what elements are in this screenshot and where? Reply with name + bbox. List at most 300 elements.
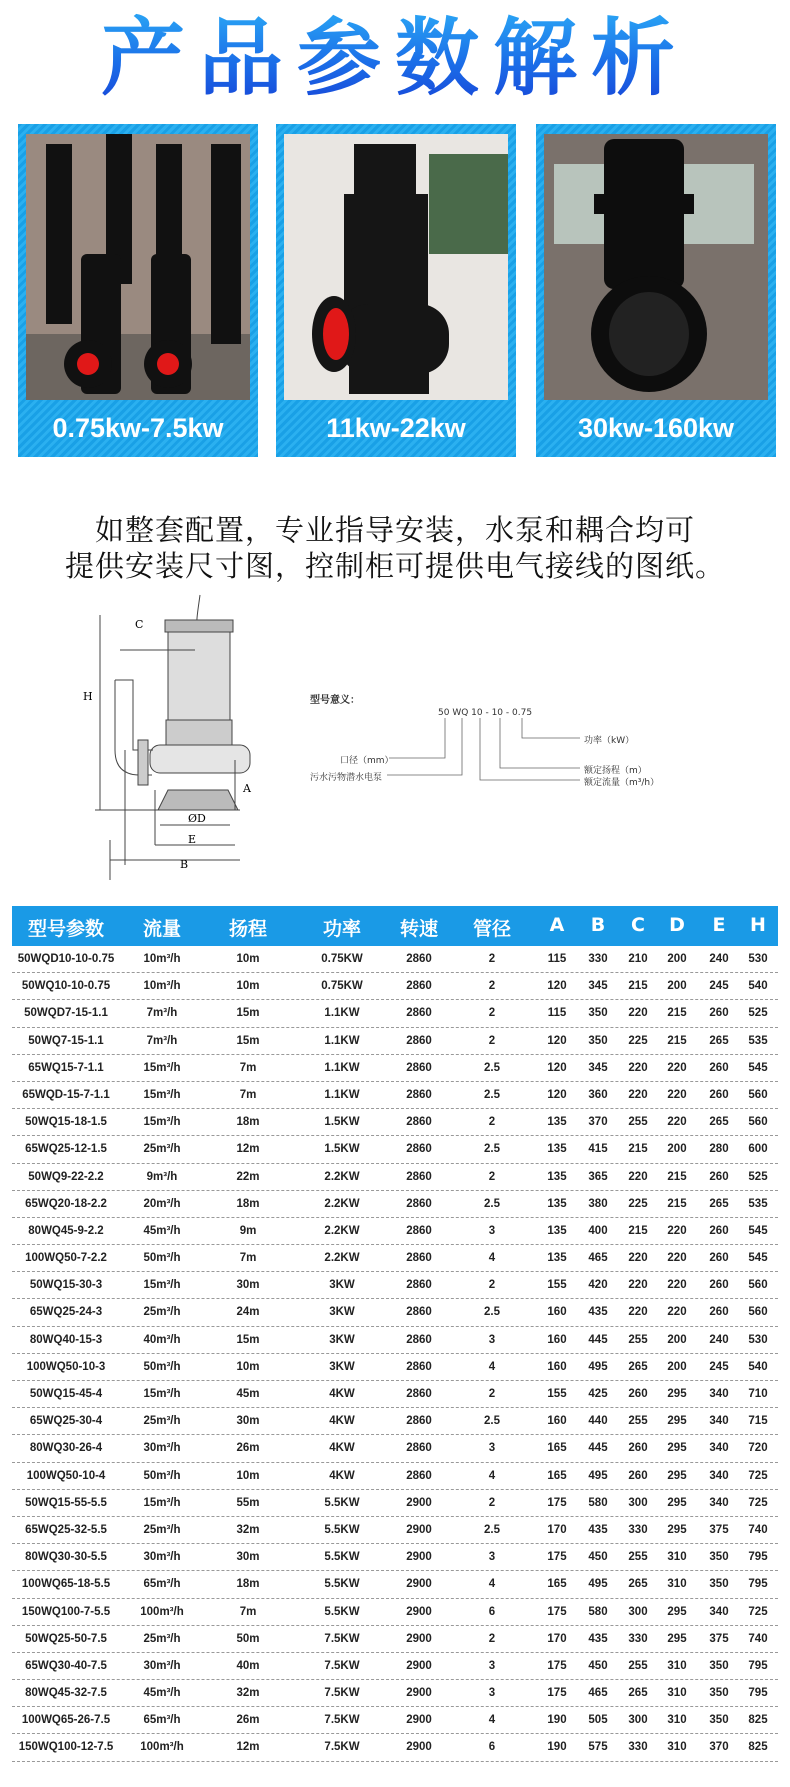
cell-dim-h: 710 [748,1388,768,1400]
cell-speed: 2900 [406,1605,432,1618]
cell-dim-d: 200 [667,1143,687,1156]
cell-head: 7m [239,1252,257,1265]
cell-model: 80WQ40-15-3 [29,1333,103,1346]
cell-dim-a: 155 [547,1388,567,1400]
cell-dim-h: 795 [748,1578,768,1591]
cell-pipe-diameter: 3 [488,1659,496,1672]
cell-dim-a: 175 [547,1659,567,1672]
cell-head: 15m [236,1034,260,1047]
cell-dim-c: 220 [628,1306,648,1319]
cell-dim-d: 220 [667,1061,687,1074]
dim-label-a: A [243,782,251,795]
cell-flow: 50m³/h [143,1360,181,1373]
cell-dim-e: 260 [709,1306,729,1319]
cell-dim-a: 135 [547,1252,567,1265]
cell-dim-b: 370 [588,1116,608,1129]
cell-dim-d: 220 [667,1088,687,1101]
cell-dim-e: 245 [709,980,729,993]
cell-power: 1.1KW [324,1007,360,1020]
cell-dim-e: 240 [709,953,729,965]
table-row [12,1517,778,1544]
cell-power: 3KW [329,1279,355,1292]
cell-dim-a: 135 [547,1197,567,1210]
cell-power: 0.75KW [321,953,363,965]
cell-flow: 40m³/h [143,1333,181,1346]
cell-power: 5.5KW [324,1578,360,1591]
product-card-large [536,124,776,457]
cell-dim-e: 340 [709,1469,729,1482]
power-range-label: 11kw-22kw [326,413,466,443]
cell-dim-h: 540 [748,1360,768,1373]
cell-dim-b: 440 [588,1415,608,1428]
header-dim-h: H [750,914,766,936]
cell-flow: 25m³/h [143,1415,181,1428]
cell-dim-c: 255 [628,1116,648,1129]
cell-dim-a: 165 [547,1442,567,1455]
cell-dim-c: 265 [628,1360,648,1373]
product-card-small [18,124,258,457]
cell-dim-d: 295 [667,1496,687,1509]
cell-dim-e: 240 [709,1333,729,1346]
power-range-label: 30kw-160kw [577,413,735,443]
cell-dim-d: 220 [667,1224,687,1237]
cell-dim-b: 435 [588,1523,608,1536]
cell-pipe-diameter: 4 [488,1714,496,1727]
cell-dim-e: 245 [709,1360,729,1373]
table-row [12,1218,778,1245]
cell-model: 65WQ30-40-7.5 [25,1659,107,1672]
cell-pipe-diameter: 2 [488,1279,496,1292]
cell-dim-d: 200 [667,953,687,965]
cell-dim-a: 170 [547,1523,567,1536]
cell-power: 1.1KW [324,1034,360,1047]
cell-speed: 2900 [406,1714,432,1727]
cell-power: 1.5KW [324,1116,360,1129]
cell-model: 50WQ10-10-0.75 [21,980,111,993]
cell-dim-c: 220 [628,1061,648,1074]
cell-pipe-diameter: 4 [488,1578,496,1591]
cell-model: 50WQD7-15-1.1 [24,1007,108,1020]
cell-pipe-diameter: 3 [488,1687,496,1700]
cell-speed: 2860 [406,1252,432,1265]
cell-dim-h: 795 [748,1551,768,1564]
table-row [12,1734,778,1761]
cell-dim-e: 350 [709,1714,729,1727]
cell-head: 26m [236,1714,260,1727]
cell-flow: 100m³/h [140,1741,184,1754]
cell-dim-c: 225 [628,1034,648,1047]
cell-pipe-diameter: 6 [488,1741,496,1754]
cell-pipe-diameter: 3 [488,1551,496,1564]
table-row [12,1109,778,1136]
cell-head: 30m [236,1415,260,1428]
cell-power: 3KW [329,1333,355,1346]
cell-speed: 2900 [406,1496,432,1509]
cell-model: 100WQ50-10-3 [26,1360,106,1373]
cell-flow: 50m³/h [143,1469,181,1482]
cell-dim-e: 340 [709,1388,729,1400]
cell-pipe-diameter: 2 [488,980,496,993]
legend-code: 50 WQ 10 - 10 - 0.75 [438,708,533,718]
cell-dim-b: 445 [588,1333,608,1346]
cell-dim-h: 530 [748,1333,768,1346]
cell-model: 65WQ20-18-2.2 [25,1197,107,1210]
cell-model: 65WQ25-30-4 [29,1415,103,1428]
cell-speed: 2860 [406,1415,432,1428]
cell-dim-a: 135 [547,1143,567,1156]
cell-dim-d: 215 [667,1034,687,1047]
cell-dim-a: 175 [547,1687,567,1700]
cell-dim-a: 120 [547,1088,567,1101]
cell-dim-c: 255 [628,1659,648,1672]
cell-speed: 2860 [406,953,432,965]
cell-dim-a: 115 [547,953,567,965]
cell-flow: 45m³/h [143,1224,181,1237]
cell-dim-c: 300 [628,1714,648,1727]
cell-model: 50WQ25-50-7.5 [25,1632,107,1645]
cell-model: 65WQ25-32-5.5 [25,1523,107,1536]
cell-dim-b: 435 [588,1632,608,1645]
table-row [12,1028,778,1055]
cell-dim-h: 525 [748,1007,768,1020]
cell-dim-c: 210 [628,953,648,965]
cell-speed: 2860 [406,1088,432,1101]
cell-dim-e: 340 [709,1605,729,1618]
power-range-label: 0.75kw-7.5kw [52,413,224,443]
cell-dim-b: 400 [588,1224,608,1237]
cell-dim-b: 360 [588,1088,608,1101]
cell-model: 100WQ50-10-4 [26,1469,106,1482]
cell-dim-a: 120 [547,980,567,993]
cell-dim-e: 260 [709,1224,729,1237]
cell-dim-d: 220 [667,1116,687,1129]
intro-line-1: 如整套配置，专业指导安装，水泵和耦合均可 [94,513,695,547]
cell-dim-h: 720 [748,1442,768,1455]
header-flow: 流量 [142,918,182,940]
cell-dim-c: 265 [628,1578,648,1591]
header-dim-d: D [669,914,685,936]
cell-flow: 15m³/h [143,1088,181,1101]
cell-model: 80WQ45-9-2.2 [28,1224,104,1237]
cell-dim-e: 260 [709,1007,729,1020]
cell-dim-b: 415 [588,1143,608,1156]
table-row [12,1272,778,1299]
header-model: 型号参数 [27,918,105,940]
cell-dim-a: 115 [547,1007,567,1020]
cell-dim-b: 465 [588,1252,608,1265]
cell-dim-c: 330 [628,1523,648,1536]
cell-pipe-diameter: 2 [488,1388,496,1400]
cell-flow: 100m³/h [140,1605,184,1618]
table-row [12,1164,778,1191]
cell-head: 15m [236,1007,260,1020]
cell-dim-c: 300 [628,1496,648,1509]
cell-dim-a: 165 [547,1469,567,1482]
table-row [12,1000,778,1027]
cell-head: 10m [236,1360,260,1373]
cell-pipe-diameter: 2 [488,1116,496,1129]
cell-dim-c: 330 [628,1632,648,1645]
cell-dim-d: 295 [667,1523,687,1536]
cell-power: 4KW [329,1415,355,1428]
header-dim-e: E [712,914,726,936]
dim-label-c: C [135,618,144,631]
table-row [12,973,778,1000]
cell-dim-e: 280 [709,1143,729,1156]
cell-dim-c: 330 [628,1741,648,1754]
cell-dim-b: 505 [588,1714,608,1727]
cell-dim-e: 265 [709,1197,729,1210]
cell-power: 3KW [329,1360,355,1373]
cell-model: 80WQ30-30-5.5 [25,1551,107,1564]
dim-label-d: ØD [188,812,206,825]
cell-pipe-diameter: 2.5 [484,1306,500,1319]
cell-power: 7.5KW [324,1687,360,1700]
cell-head: 15m [236,1333,260,1346]
cell-dim-b: 345 [588,980,608,993]
cell-head: 32m [236,1523,260,1536]
cell-head: 12m [236,1741,260,1754]
cell-power: 5.5KW [324,1496,360,1509]
table-row [12,1626,778,1653]
cell-flow: 15m³/h [143,1279,181,1292]
table-row [12,1408,778,1435]
cell-dim-d: 295 [667,1415,687,1428]
cell-model: 100WQ65-26-7.5 [21,1714,111,1727]
cell-dim-d: 295 [667,1469,687,1482]
cell-pipe-diameter: 2 [488,1170,496,1183]
cell-pipe-diameter: 2 [488,1007,496,1020]
cell-dim-b: 495 [588,1469,608,1482]
cell-dim-b: 575 [588,1741,608,1754]
table-row [12,1191,778,1218]
cell-dim-a: 165 [547,1578,567,1591]
cell-model: 50WQ9-22-2.2 [28,1170,104,1183]
cell-dim-h: 545 [748,1224,768,1237]
cell-model: 50WQ15-18-1.5 [25,1116,107,1129]
cell-flow: 7m³/h [146,1007,178,1020]
cell-dim-b: 450 [588,1659,608,1672]
cell-speed: 2900 [406,1578,432,1591]
cell-dim-a: 120 [547,1061,567,1074]
cell-dim-e: 350 [709,1551,729,1564]
cell-head: 9m [239,1224,257,1237]
cell-dim-b: 445 [588,1442,608,1455]
dim-label-b: B [180,858,189,871]
cell-head: 32m [236,1687,260,1700]
cell-dim-a: 160 [547,1333,567,1346]
table-row [12,1082,778,1109]
cell-dim-e: 340 [709,1442,729,1455]
cell-dim-e: 340 [709,1415,729,1428]
cell-dim-a: 120 [547,1034,567,1047]
cell-model: 50WQ15-30-3 [29,1279,103,1292]
cell-power: 4KW [329,1442,355,1455]
cell-pipe-diameter: 2.5 [484,1088,500,1101]
cell-dim-b: 495 [588,1360,608,1373]
cell-dim-e: 375 [709,1632,729,1645]
cell-pipe-diameter: 2.5 [484,1197,500,1210]
cell-head: 10m [236,1469,260,1482]
cell-head: 24m [236,1306,260,1319]
cell-speed: 2860 [406,1333,432,1346]
cell-flow: 25m³/h [143,1632,181,1645]
cell-flow: 15m³/h [143,1116,181,1129]
cell-pipe-diameter: 2 [488,1034,496,1047]
cell-flow: 10m³/h [143,980,181,993]
cell-dim-c: 265 [628,1687,648,1700]
cell-dim-h: 560 [748,1306,768,1319]
legend-heading: 型号意义： [310,695,360,706]
cell-dim-e: 265 [709,1034,729,1047]
cell-dim-a: 135 [547,1170,567,1183]
cell-dim-b: 420 [588,1279,608,1292]
cell-dim-d: 220 [667,1252,687,1265]
cell-dim-h: 560 [748,1088,768,1101]
cell-dim-d: 310 [667,1551,687,1564]
table-row [12,1571,778,1598]
cell-dim-b: 580 [588,1605,608,1618]
cell-dim-b: 345 [588,1061,608,1074]
table-row [12,946,778,973]
cell-flow: 25m³/h [143,1143,181,1156]
cell-head: 22m [236,1170,260,1183]
cell-head: 45m [236,1388,260,1400]
cell-dim-b: 450 [588,1551,608,1564]
pump-photo-medium [284,134,508,400]
intro-line-2: 提供安装尺寸图，控制柜可提供电气接线的图纸。 [64,549,725,583]
table-row [12,1490,778,1517]
cell-dim-h: 825 [748,1714,768,1727]
cell-flow: 25m³/h [143,1306,181,1319]
cell-dim-a: 135 [547,1224,567,1237]
cell-model: 65WQD-15-7-1.1 [22,1088,110,1101]
cell-dim-a: 175 [547,1496,567,1509]
cell-dim-b: 350 [588,1007,608,1020]
cell-dim-c: 260 [628,1442,648,1455]
cell-model: 65WQ25-12-1.5 [25,1143,107,1156]
table-row [12,1327,778,1354]
cell-dim-e: 370 [709,1741,729,1754]
cell-speed: 2900 [406,1551,432,1564]
cell-model: 150WQ100-12-7.5 [18,1741,114,1754]
cell-pipe-diameter: 2 [488,1632,496,1645]
cell-model: 50WQ7-15-1.1 [28,1034,104,1047]
table-row [12,1381,778,1408]
cell-dim-b: 580 [588,1496,608,1509]
cell-dim-h: 545 [748,1061,768,1074]
cell-model: 100WQ65-18-5.5 [21,1578,111,1591]
cell-speed: 2860 [406,980,432,993]
cell-dim-b: 465 [588,1687,608,1700]
cell-dim-a: 160 [547,1360,567,1373]
cell-dim-d: 220 [667,1306,687,1319]
cell-dim-h: 740 [748,1632,768,1645]
cell-speed: 2860 [406,1360,432,1373]
cell-power: 0.75KW [321,980,363,993]
cell-dim-e: 260 [709,1279,729,1292]
cell-pipe-diameter: 2.5 [484,1523,500,1536]
cell-model: 50WQ15-55-5.5 [25,1496,107,1509]
cell-head: 30m [236,1279,260,1292]
cell-speed: 2900 [406,1687,432,1700]
cell-speed: 2900 [406,1741,432,1754]
table-row [12,1599,778,1626]
cell-head: 18m [236,1578,260,1591]
cell-model: 100WQ50-7-2.2 [25,1252,107,1265]
cell-model: 150WQ100-7-5.5 [21,1605,111,1618]
cell-dim-h: 795 [748,1687,768,1700]
cell-dim-d: 220 [667,1279,687,1292]
cell-dim-d: 295 [667,1632,687,1645]
cell-dim-b: 330 [588,953,608,965]
cell-model: 65WQ25-24-3 [29,1306,103,1319]
cell-head: 10m [236,980,260,993]
page-title: 产品参数解析 [0,10,790,106]
cell-flow: 15m³/h [143,1061,181,1074]
cell-power: 7.5KW [324,1714,360,1727]
table-row [12,1299,778,1326]
table-row [12,1435,778,1462]
header-pipe-diameter: 管径 [472,918,512,940]
cell-head: 55m [236,1496,260,1509]
cell-dim-h: 600 [748,1143,768,1156]
cell-dim-h: 795 [748,1659,768,1672]
cell-pipe-diameter: 2.5 [484,1061,500,1074]
cell-pipe-diameter: 3 [488,1224,496,1237]
cell-power: 1.5KW [324,1143,360,1156]
cell-dim-e: 350 [709,1659,729,1672]
cell-head: 50m [236,1632,260,1645]
cell-power: 7.5KW [324,1659,360,1672]
cell-speed: 2860 [406,1306,432,1319]
table-row [12,1680,778,1707]
cell-speed: 2860 [406,1034,432,1047]
cell-dim-c: 215 [628,1143,648,1156]
cell-head: 30m [236,1551,260,1564]
cell-power: 2.2KW [324,1224,360,1237]
cell-speed: 2860 [406,1388,432,1400]
header-dim-a: A [549,914,565,936]
table-row [12,1354,778,1381]
cell-dim-h: 530 [748,953,768,965]
cell-dim-h: 715 [748,1415,768,1428]
cell-dim-d: 310 [667,1741,687,1754]
cell-flow: 50m³/h [143,1252,181,1265]
cell-dim-d: 215 [667,1007,687,1020]
cell-dim-c: 255 [628,1551,648,1564]
cell-dim-d: 310 [667,1714,687,1727]
cell-flow: 10m³/h [143,953,181,965]
cell-model: 80WQ30-26-4 [29,1442,103,1455]
cell-dim-c: 255 [628,1415,648,1428]
cell-dim-e: 260 [709,1170,729,1183]
cell-dim-b: 435 [588,1306,608,1319]
header-head: 扬程 [228,918,268,940]
cell-dim-b: 350 [588,1034,608,1047]
cell-power: 2.2KW [324,1197,360,1210]
cell-pipe-diameter: 6 [488,1605,496,1618]
cell-dim-c: 260 [628,1388,648,1400]
cell-dim-h: 545 [748,1252,768,1265]
cell-head: 12m [236,1143,260,1156]
cell-pipe-diameter: 2.5 [484,1415,500,1428]
cell-dim-e: 260 [709,1088,729,1101]
cell-power: 2.2KW [324,1252,360,1265]
cell-speed: 2860 [406,1007,432,1020]
legend-caliber: 口径（mm） [340,756,394,766]
spec-table-body [0,946,790,1762]
